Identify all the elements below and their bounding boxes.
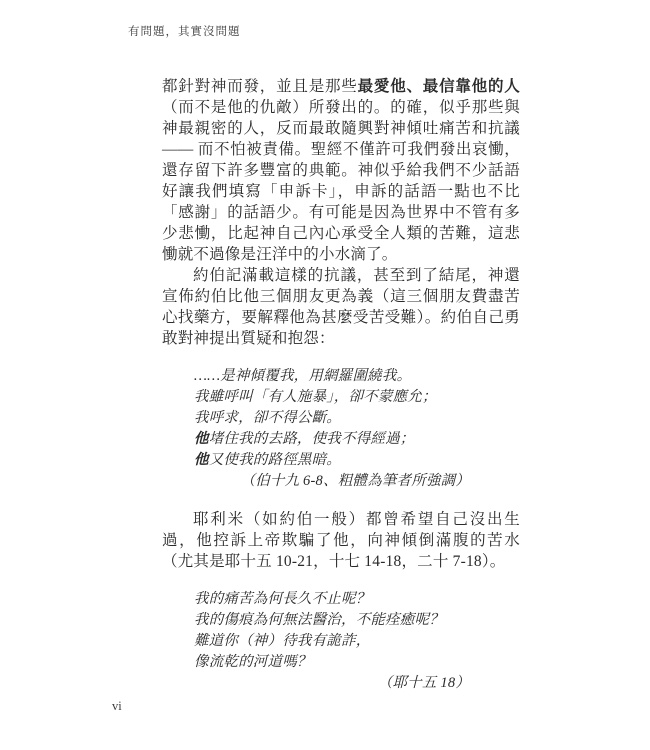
quote-line: [194, 429, 470, 450]
quote-line-text: 像流乾的河道嗎？: [194, 654, 312, 670]
quote-line-text: 我雖呼叫「有人施暴」，卻不蒙應允；: [194, 389, 437, 405]
quote-line-text: 又使我的路徑黑暗。: [208, 452, 342, 468]
quote-line: [194, 652, 470, 673]
quote-line: [194, 589, 470, 610]
quote-line: [194, 366, 470, 387]
quote-citation-job: （伯十九 6-8、粗體為筆者所強調）: [240, 473, 470, 489]
quote-line: [194, 610, 470, 631]
scripture-quote-job: [162, 366, 520, 492]
quote-line-text: ……是神傾覆我，用網羅圍繞我。: [194, 368, 412, 384]
running-head: 有問題，其實沒問題: [128, 26, 241, 38]
quote-bold-word: 他: [194, 452, 209, 468]
quote-line-text: 我的痛苦為何長久不止呢？: [194, 591, 371, 607]
quote-line-text: 我的傷痕為何無法醫治，不能痊癒呢？: [194, 612, 444, 628]
paragraph-1-text-post: （而不是他的仇敵）所發出的。的確，似乎那些與神最親密的人，反而最敢隨興對神傾吐痛苦和抗議 —— 而不怕被責備。聖經不僅許可我們發出哀慟，還存留下許多豐富的典範。神似乎給我們不少話語好讓我們填寫「申訴卡」，申訴的話語一點也不比「感謝」的話語少。有可能是因為世界中不管有多少悲慟，比起神自己內心承受全人類的苦難，這悲慟就不過像是汪洋中的小水滴了。: [162, 99, 520, 263]
quote-line: [194, 450, 470, 471]
quote-line: [194, 408, 470, 429]
paragraph-1-bold-phrase: 最愛他、最信靠他的人: [357, 78, 520, 95]
page-number: vi: [112, 699, 122, 713]
paragraph-3: 耶利米（如約伯一般）都曾希望自己沒出生過，他控訴上帝欺騙了他，向神傾倒滿腹的苦水（尤其是耶十五 10-21，十七 14-18，二十 7-18）。: [162, 511, 520, 570]
text-block: [162, 76, 520, 711]
quote-line-text: 我呼求，卻不得公斷。: [194, 410, 341, 426]
quote-bold-word: 他: [194, 431, 209, 447]
scripture-quote-jeremiah: [162, 589, 520, 694]
quote-line: [194, 387, 470, 408]
paragraph-1-text-pre: 都針對神而發，並且是那些: [162, 78, 358, 95]
quote-line: [194, 631, 470, 652]
quote-citation-jeremiah: （耶十五 18）: [377, 675, 470, 691]
quote-line-text: 難道你（神）待我有詭詐，: [194, 633, 371, 649]
paragraph-1: [162, 76, 520, 265]
quote-line-text: 堵住我的去路，使我不得經過；: [208, 431, 415, 447]
paragraph-2: 約伯記滿載這樣的抗議，甚至到了結尾，神還宣佈約伯比他三個朋友更為義（這三個朋友費盡苦心找藥方，要解釋他為甚麼受苦受難）。約伯自己勇敢對神提出質疑和抱怨：: [162, 267, 520, 347]
